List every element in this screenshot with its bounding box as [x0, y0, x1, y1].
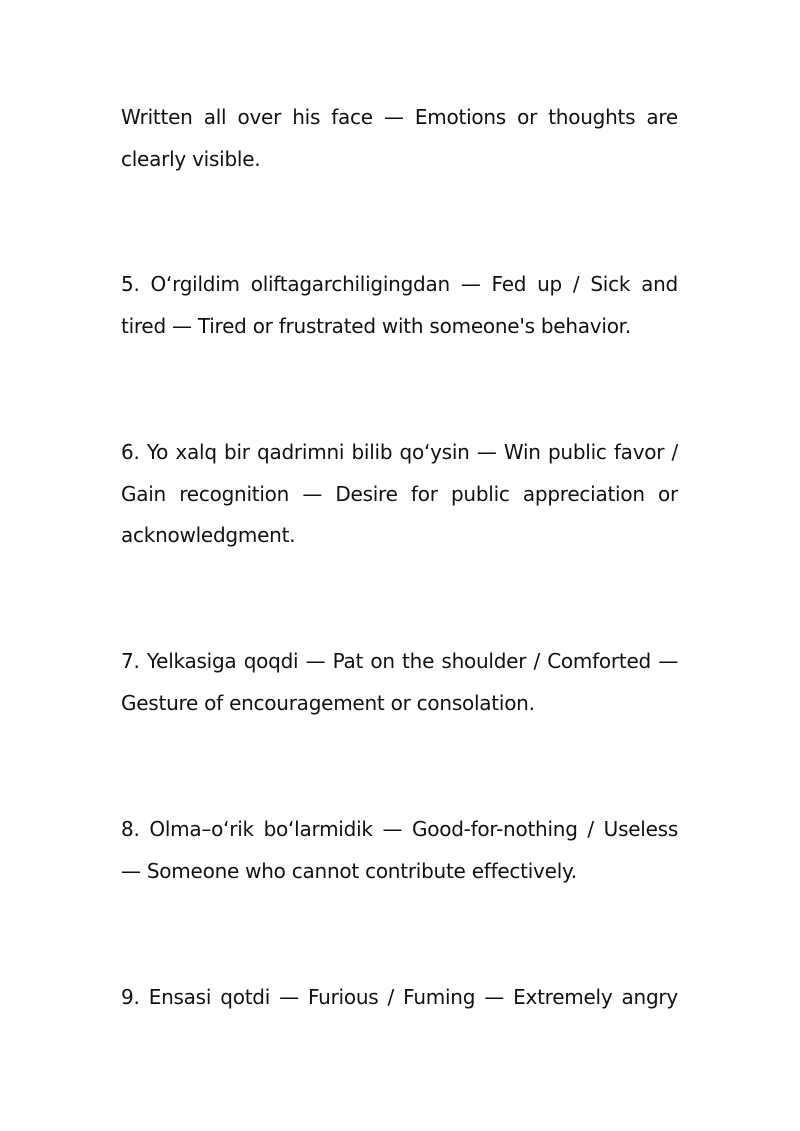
- idiom-paragraph-written-all-over-his-face: Written all over his face — Emotions or thoughts are clearly visible.: [121, 105, 678, 171]
- idiom-paragraph-8: 8. Olma–o‘rik bo‘larmidik — Good-for-nothing / Useless — Someone who cannot contribute effectively.: [121, 817, 678, 883]
- idiom-paragraph-6: 6. Yo xalq bir qadrimni bilib qo‘ysin — Win public favor / Gain recognition — Desire for public appreciation or acknowledgment.: [121, 440, 678, 548]
- idiom-paragraph-9: 9. Ensasi qotdi — Furious / Fuming — Extremely angry: [121, 985, 678, 1009]
- idiom-paragraph-5: 5. O‘rgildim oliftagarchiligingdan — Fed up / Sick and tired — Tired or frustrated with someone's behavior.: [121, 272, 678, 338]
- idiom-paragraph-7: 7. Yelkasiga qoqdi — Pat on the shoulder / Comforted — Gesture of encouragement or consolation.: [121, 649, 678, 715]
